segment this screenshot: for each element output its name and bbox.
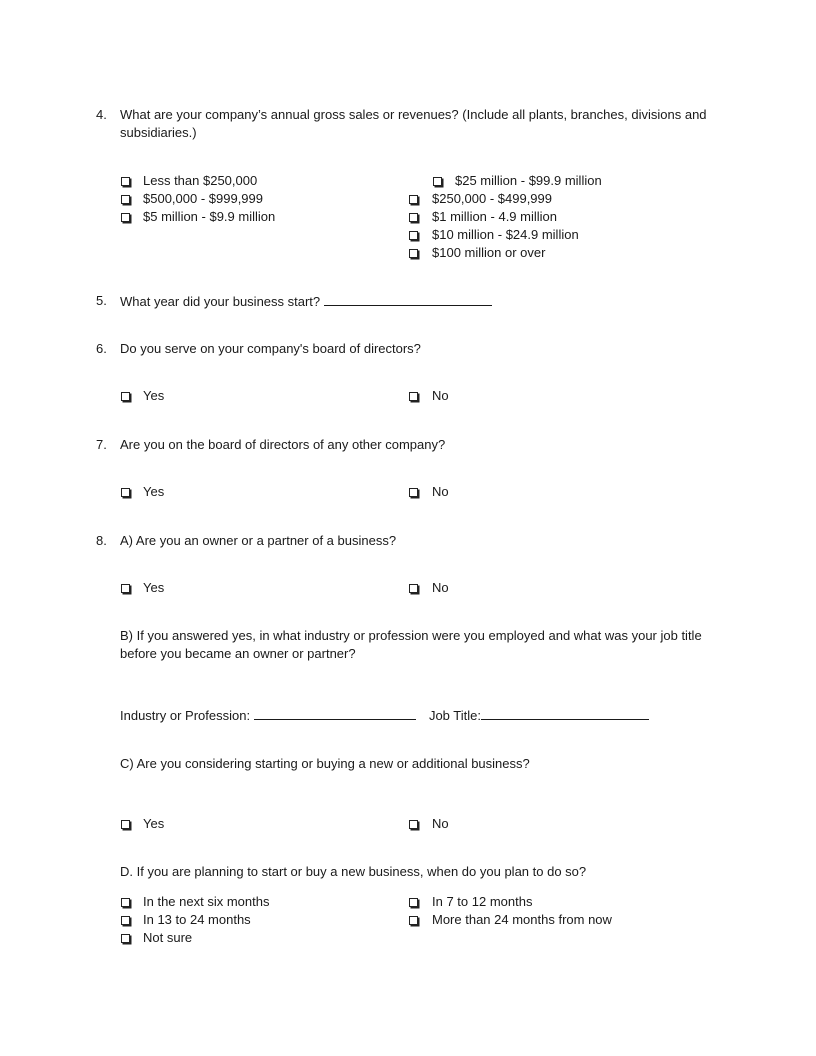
question-8d-text: D. If you are planning to start or buy a new business, when do you plan to do so? [120, 864, 587, 879]
checkbox-q7-yes[interactable] [121, 488, 130, 497]
year-started-field[interactable] [324, 292, 492, 306]
option-label: $250,000 - $499,999 [432, 191, 552, 206]
checkbox-q8a-no[interactable] [409, 584, 418, 593]
job-title-field[interactable] [481, 706, 649, 720]
option-label: $1 million - 4.9 million [432, 209, 557, 224]
checkbox-25m-99.9m[interactable] [433, 177, 442, 186]
option-label: No [432, 580, 449, 595]
question-8b-fields [120, 706, 649, 725]
question-8a-text: A) Are you an owner or a partner of a business? [120, 533, 397, 548]
option-label: Yes [143, 816, 165, 831]
checkbox-q8c-no[interactable] [409, 820, 418, 829]
checkbox-not-sure[interactable] [121, 934, 130, 943]
question-8b-text: B) If you answered yes, in what industry or profession were you employed and what was your job title before you became an owner or partner? [120, 628, 702, 661]
option-label: $100 million or over [432, 245, 546, 260]
option-label: $10 million - $24.9 million [432, 227, 579, 242]
checkbox-7-to-12-months[interactable] [409, 898, 418, 907]
option-label: In 13 to 24 months [143, 912, 251, 927]
question-4-number: 4. [96, 107, 107, 122]
question-5-text: What year did your business start? [120, 294, 321, 309]
question-8-number: 8. [96, 533, 107, 548]
checkbox-q6-no[interactable] [409, 392, 418, 401]
checkbox-1m-4.9m[interactable] [409, 213, 418, 222]
checkbox-more-than-24-months[interactable] [409, 916, 418, 925]
question-4-text: What are your company’s annual gross sales or revenues? (Include all plants, branches, divisions and subsidiaries.) [120, 107, 707, 140]
option-label: $500,000 - $999,999 [143, 191, 263, 206]
checkbox-13-to-24-months[interactable] [121, 916, 130, 925]
industry-field[interactable] [254, 706, 416, 720]
question-5-line [120, 292, 492, 311]
option-label: Yes [143, 388, 165, 403]
checkbox-250k-499k[interactable] [409, 195, 418, 204]
checkbox-q8c-yes[interactable] [121, 820, 130, 829]
option-label: No [432, 388, 449, 403]
checkbox-500k-999k[interactable] [121, 195, 130, 204]
option-label: In 7 to 12 months [432, 894, 533, 909]
option-label: In the next six months [143, 894, 270, 909]
question-5-number: 5. [96, 293, 107, 308]
checkbox-5m-9.9m[interactable] [121, 213, 130, 222]
question-7-number: 7. [96, 437, 107, 452]
option-label: Yes [143, 580, 165, 595]
option-label: Yes [143, 484, 165, 499]
question-6-number: 6. [96, 341, 107, 356]
checkbox-10m-24.9m[interactable] [409, 231, 418, 240]
checkbox-q8a-yes[interactable] [121, 584, 130, 593]
checkbox-next-six-months[interactable] [121, 898, 130, 907]
option-label: Less than $250,000 [143, 173, 258, 188]
checkbox-q6-yes[interactable] [121, 392, 130, 401]
option-label: $25 million - $99.9 million [455, 173, 602, 188]
job-title-label: Job Title: [428, 708, 481, 723]
question-7-text: Are you on the board of directors of any other company? [120, 437, 446, 452]
checkbox-100m-or-over[interactable] [409, 249, 418, 258]
option-label: No [432, 816, 449, 831]
checkbox-q7-no[interactable] [409, 488, 418, 497]
industry-label: Industry or Profession: [120, 708, 251, 723]
option-label: $5 million - $9.9 million [143, 209, 276, 224]
option-label: More than 24 months from now [432, 912, 612, 927]
option-label: Not sure [143, 930, 193, 945]
checkbox-less-than-250k[interactable] [121, 177, 130, 186]
question-8c-text: C) Are you considering starting or buying a new or additional business? [120, 756, 530, 771]
option-label: No [432, 484, 449, 499]
question-6-text: Do you serve on your company's board of directors? [120, 341, 421, 356]
